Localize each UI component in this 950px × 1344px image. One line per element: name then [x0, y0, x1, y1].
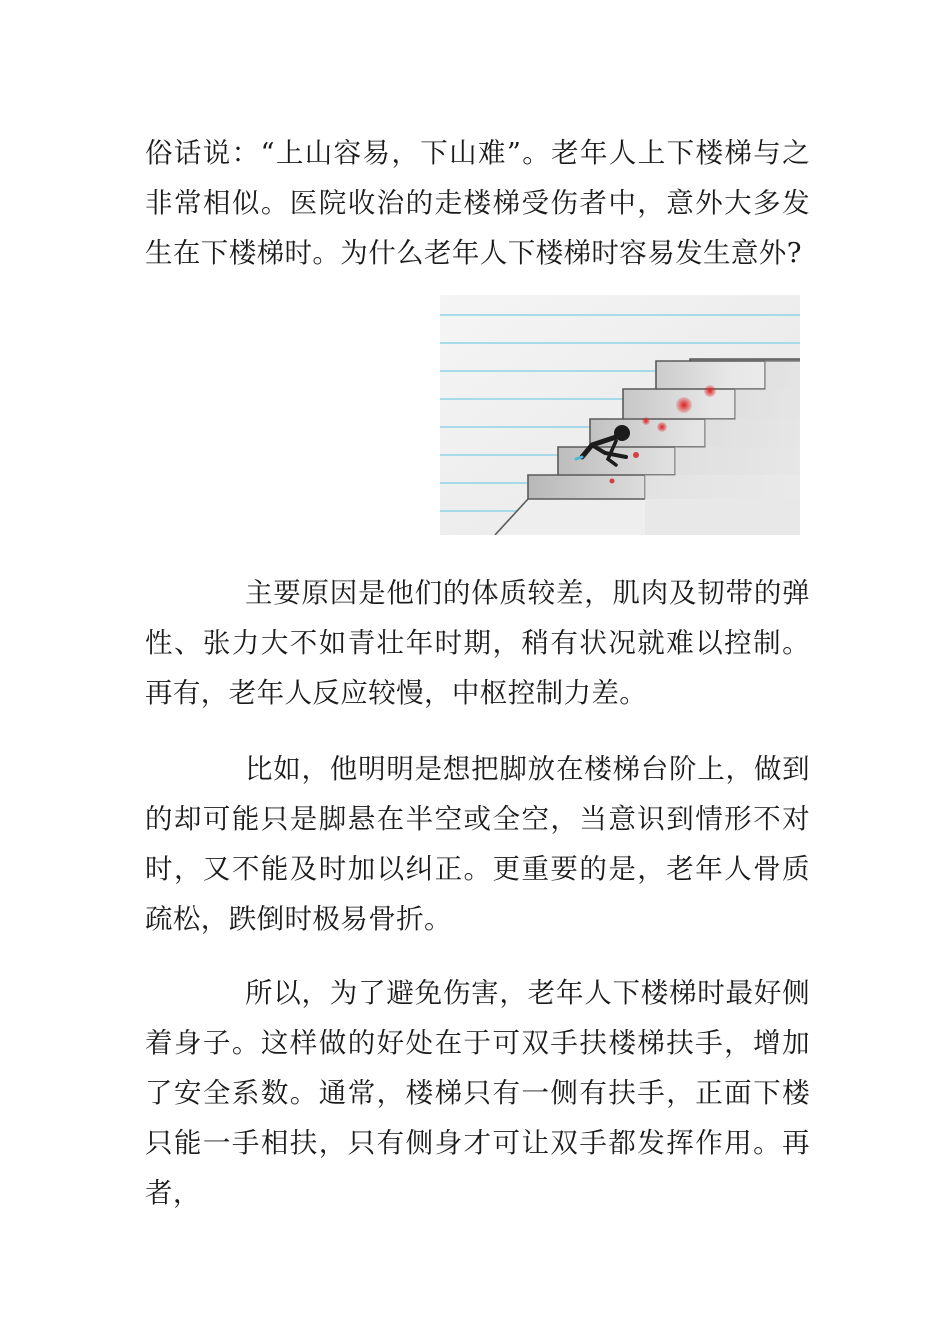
stick-figure-falling-on-stairs-icon: [440, 295, 800, 535]
stairs-fall-illustration: [440, 295, 800, 535]
paragraph-reason: 主要原因是他们的体质较差，肌肉及韧带的弹性、张力大不如青壮年时期，稍有状况就难以控制。再有，老年人反应较慢，中枢控制力差。: [145, 577, 810, 709]
paragraph-advice: 所以，为了避免伤害，老年人下楼梯时最好侧着身子。这样做的好处在于可双手扶楼梯扶手，增加了安全系数。通常，楼梯只有一侧有扶手，正面下楼只能一手相扶，只有侧身才可让双手都发挥作用。再者，: [145, 977, 810, 1209]
paragraph-intro: 俗话说：“上山容易，下山难”。老年人上下楼梯与之非常相似。医院收治的走楼梯受伤者中，意外大多发生在下楼梯时。为什么老年人下楼梯时容易发生意外?: [145, 137, 810, 269]
paragraph-example: 比如，他明明是想把脚放在楼梯台阶上，做到的却可能只是脚悬在半空或全空，当意识到情形不对时，又不能及时加以纠正。更重要的是，老年人骨质疏松，跌倒时极易骨折。: [145, 753, 810, 935]
